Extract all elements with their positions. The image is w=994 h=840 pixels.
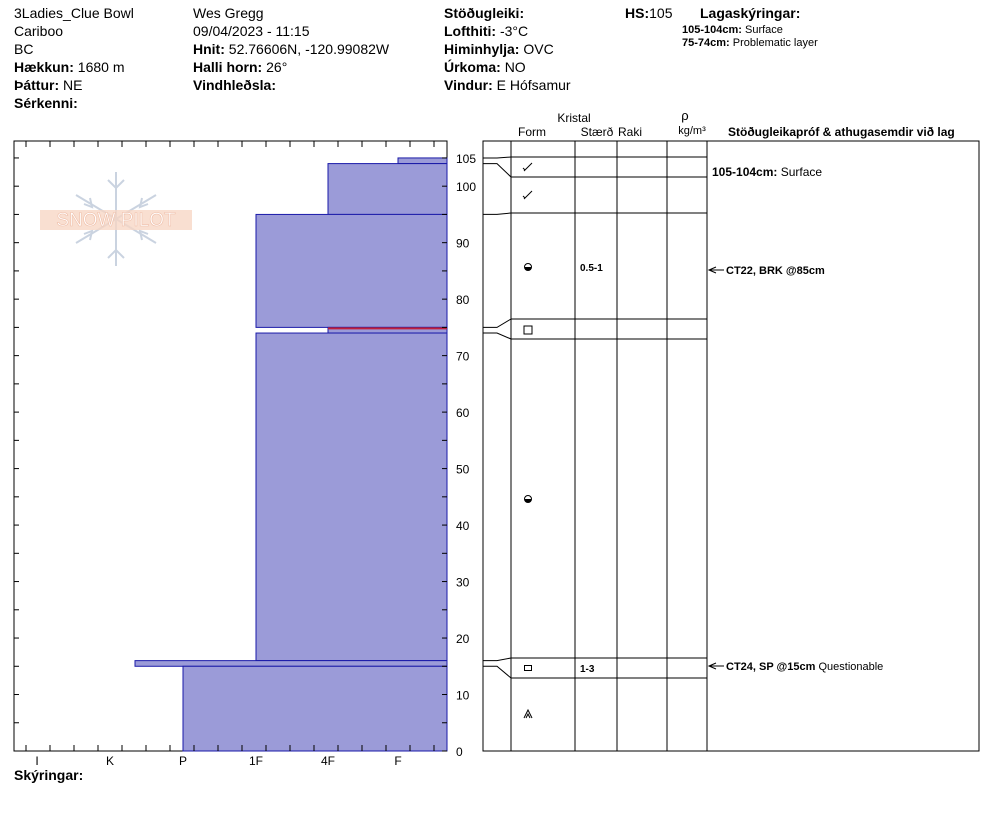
- observer: Wes Gregg: [193, 5, 264, 21]
- legend-title: Lagaskýringar:: [700, 5, 801, 21]
- depth-tick-label: 30: [456, 575, 470, 590]
- comment-ct22: CT22, BRK @85cm: [726, 265, 825, 277]
- depth-tick-label: 90: [456, 236, 470, 251]
- hardness-tick-label: P: [178, 754, 188, 768]
- hardness-tick-label: F: [394, 754, 402, 768]
- hardness-bar: [256, 214, 447, 327]
- datetime: 09/04/2023 - 11:15: [193, 23, 310, 39]
- logo-text: SNOW PILOT: [56, 210, 176, 231]
- depth-tick-label: 0: [456, 745, 463, 759]
- legend-item: 105-104cm: Surface: [682, 24, 783, 36]
- stability: Stöðugleiki:: [444, 5, 525, 21]
- new-snow-icon: [523, 196, 525, 198]
- hardness-tick-label: K: [105, 754, 115, 768]
- depth-hoar-icon: [526, 714, 530, 718]
- elevation: Hækkun: 1680 m: [14, 59, 125, 75]
- depth-tick-label: 70: [456, 349, 470, 364]
- size-label: 0.5-1: [580, 263, 603, 274]
- hardness-tick-label: 4F: [320, 754, 336, 768]
- aspect: Þáttur: NE: [14, 77, 83, 93]
- comments-header: Stöðugleikapróf & athugasemdir við lag: [728, 125, 955, 139]
- features: Sérkenni:: [14, 95, 78, 111]
- form-header: Form: [518, 125, 546, 139]
- location: 3Ladies_Clue Bowl: [14, 5, 134, 21]
- depth-tick-label: 80: [456, 293, 470, 308]
- depth-tick-label: 20: [456, 632, 470, 647]
- sky-cover: Himinhylja: OVC: [444, 41, 554, 57]
- hardness-tick-label: I: [35, 754, 39, 768]
- depth-connector: [483, 319, 511, 327]
- hardness-tick-label: 1F: [248, 754, 264, 768]
- size-header: Stærð: [580, 125, 614, 139]
- depth-tick-label: 10: [456, 688, 470, 703]
- depth-tick-label: 105: [456, 151, 477, 166]
- comment-ct24: CT24, SP @15cm Questionable: [726, 661, 884, 673]
- crystal-form-marks: [523, 163, 532, 718]
- layer-table: [483, 141, 979, 751]
- snowpilot-logo: [40, 172, 192, 266]
- hardness-bar: [256, 333, 447, 661]
- hardness-bars: [135, 158, 447, 751]
- comment-arrows: [709, 267, 724, 669]
- hardness-bar: [135, 661, 447, 667]
- depth-tick-label: 50: [456, 462, 470, 477]
- depth-connector: [483, 213, 511, 214]
- comment-surface: 105-104cm: Surface: [712, 165, 823, 179]
- precipitation: Úrkoma: NO: [444, 59, 526, 75]
- moisture-header: Raki: [617, 125, 643, 139]
- depth-tick-label: 100: [456, 180, 477, 195]
- region: Cariboo: [14, 23, 64, 39]
- crystal-header: Kristal: [557, 111, 591, 125]
- legend-item: 75-74cm: Problematic layer: [682, 37, 818, 49]
- depth-connector: [483, 658, 511, 661]
- notes-label: Skýringar:: [14, 767, 84, 783]
- new-snow-icon: [523, 168, 525, 170]
- depth-tick-label: 60: [456, 406, 470, 421]
- depth-tick-label: 40: [456, 519, 470, 534]
- depth-connector: [483, 333, 511, 339]
- depth-connector: [483, 157, 511, 158]
- province: BC: [14, 41, 34, 57]
- wind-loading: Vindhleðsla:: [193, 77, 276, 93]
- hardness-bar: [328, 164, 447, 215]
- facet-icon: [525, 666, 532, 671]
- hardness-bar: [183, 666, 447, 751]
- rho-header: ρ: [681, 108, 689, 123]
- depth-connector: [483, 164, 511, 177]
- density-header: kg/m³: [678, 125, 706, 137]
- size-label: 1-3: [580, 664, 595, 675]
- table-layer-rows: [483, 157, 707, 678]
- depth-connector: [483, 666, 511, 678]
- facet-icon: [524, 326, 532, 334]
- air-temp: Lofthiti: -3°C: [444, 23, 529, 39]
- slope-angle: Halli horn: 26°: [193, 59, 288, 75]
- hardness-bar: [398, 158, 447, 164]
- coordinates: Hnit: 52.76606N, -120.99082W: [193, 41, 390, 57]
- wind: Vindur: E Hófsamur: [444, 77, 571, 93]
- hs: HS:105: [625, 5, 673, 21]
